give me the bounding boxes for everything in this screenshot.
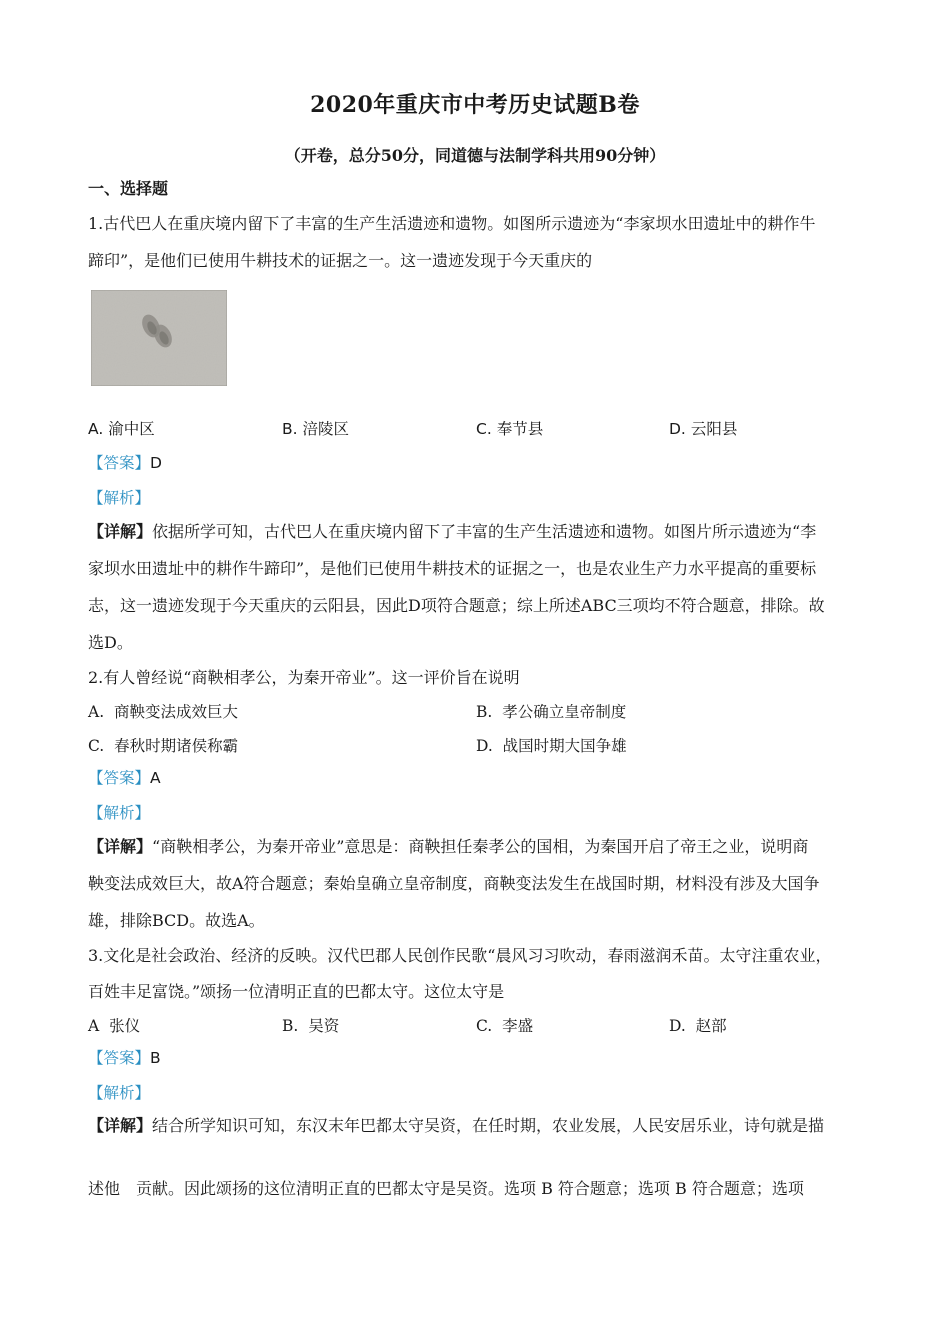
q2-option-d: D. 战国时期大国争雄 [476,737,627,755]
q3-option-c: C. 李盛 [476,1017,534,1035]
q1-detail-line2: 家坝水田遗址中的耕作牛蹄印”，是他们已使用牛耕技术的证据之一，也是农业生产力水平提高的重要标 [88,559,817,578]
page-title: 2020年重庆市中考历史试题B卷 [310,92,640,118]
q2-option-c: C. 春秋时期诸侯称霸 [88,737,239,755]
q1-option-d: D. 云阳县 [669,420,738,438]
q2-detail-line2: 鞅变法成效巨大，故A符合题意；秦始皇确立皇帝制度，商鞅变法发生在战国时期，材料没有涉及大国争 [88,874,820,893]
q2-stem: 2.有人曾经说“商鞅相孝公，为秦开帝业”。这一评价旨在说明 [88,668,520,687]
q1-stem-line2: 蹄印”，是他们已使用牛耕技术的证据之一。这一遗迹发现于今天重庆的 [88,251,593,270]
q2-analysis-label: 【解析】 [88,804,151,822]
section-heading: 一、选择题 [88,179,169,198]
q3-option-a: A 张仪 [88,1017,141,1035]
q1-option-a: A. 渝中区 [88,420,155,438]
q1-answer: 【答案】D [88,454,162,472]
q1-option-c: C. 奉节县 [476,420,544,438]
q3-answer: 【答案】B [88,1049,161,1067]
q3-option-b: B. 吴资 [282,1017,340,1035]
hoofprint-image [91,290,227,386]
q3-detail-line1: 【详解】结合所学知识可知，东汉末年巴都太守吴资，在任时期，农业发展，人民安居乐业，诗句就是描 [88,1116,825,1135]
q1-analysis-label: 【解析】 [88,489,151,507]
q1-detail-line3: 志，这一遗迹发现于今天重庆的云阳县，因此D项符合题意；综上所述ABC三项均不符合题意，排除。故 [88,596,825,615]
q2-detail-line1: 【详解】“商鞅相孝公，为秦开帝业”意思是：商鞅担任秦孝公的国相，为秦国开启了帝王之业，说明商 [88,837,809,856]
page-subtitle: （开卷，总分50分，同道德与法制学科共用90分钟） [284,146,666,165]
q3-analysis-label: 【解析】 [88,1084,151,1102]
q2-option-b: B. 孝公确立皇帝制度 [476,703,627,721]
q1-detail-line4: 选D。 [88,633,133,652]
q1-detail-line1: 【详解】依据所学可知，古代巴人在重庆境内留下了丰富的生产生活遗迹和遗物。如图片所示遗迹为“李 [88,522,817,541]
hoofprint-photo [91,290,227,386]
q2-option-a: A. 商鞅变法成效巨大 [88,703,238,721]
q1-stem-line1: 1.古代巴人在重庆境内留下了丰富的生产生活遗迹和遗物。如图所示遗迹为“李家坝水田遗址中的耕作牛 [88,214,816,233]
q3-detail-line2: 述他 贡献。因此颂扬的这位清明正直的巴都太守是吴资。选项 B 符合题意；选项 B 符合题意；选项 [88,1179,804,1198]
q3-option-d: D. 赵部 [669,1017,727,1035]
q3-stem-line1: 3.文化是社会政治、经济的反映。汉代巴郡人民创作民歌“晨风习习吹动，春雨滋润禾苗。太守注重农业， [88,946,832,965]
q2-answer: 【答案】A [88,769,161,787]
q2-detail-line3: 雄，排除BCD。故选A。 [88,911,265,930]
q1-option-b: B. 涪陵区 [282,420,350,438]
q3-stem-line2: 百姓丰足富饶。”颂扬一位清明正直的巴都太守。这位太守是 [88,982,505,1001]
